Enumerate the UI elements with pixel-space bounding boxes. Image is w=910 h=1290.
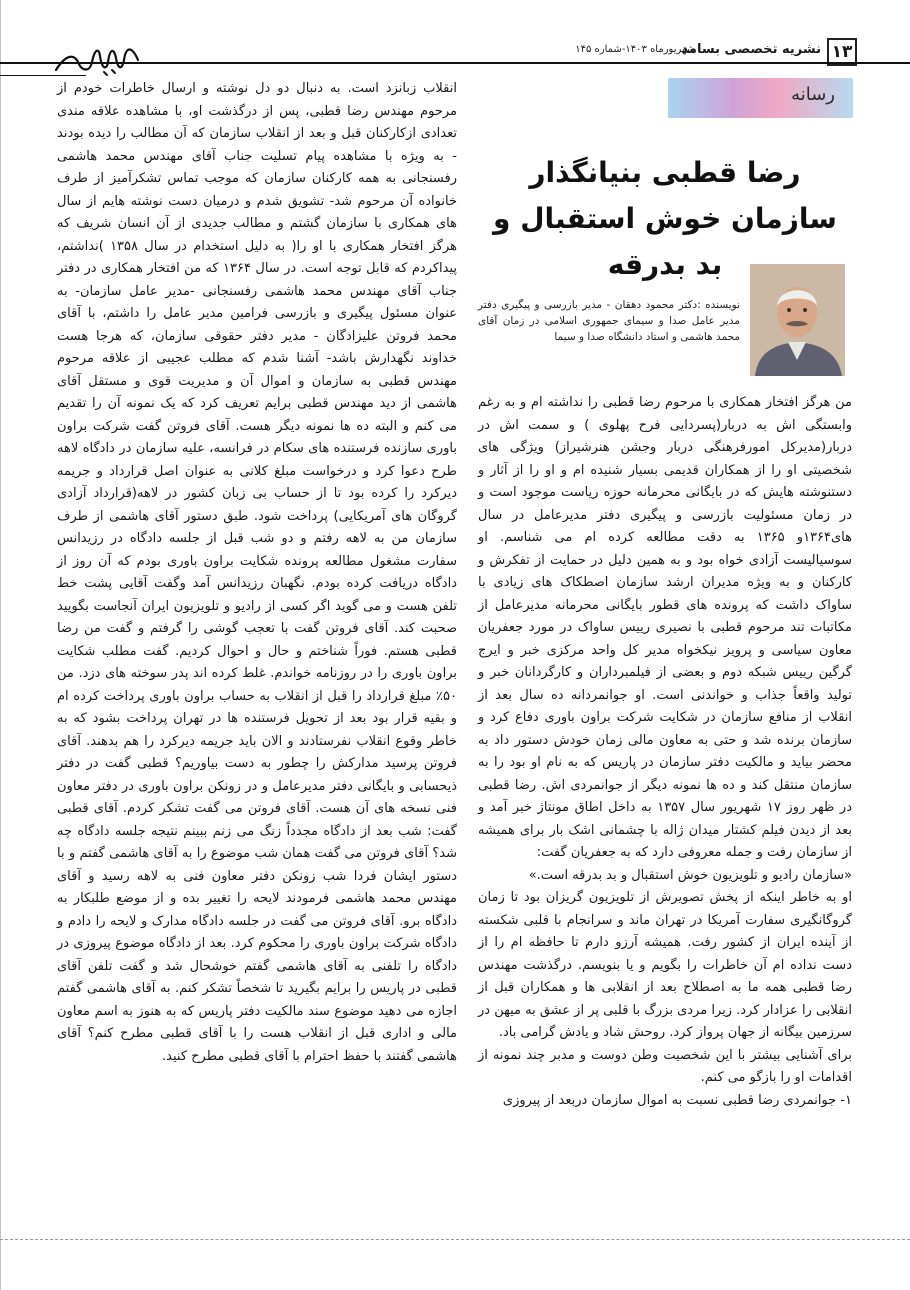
left-column (57, 78, 457, 1068)
author-photo (750, 264, 845, 376)
article-title: رضا قطبی بنیانگذار سازمان خوش استقبال و بد بدرقه (493, 156, 837, 281)
right-paragraph: من هرگز افتخار همکاری با مرحوم رضا قطبی را نداشته ام و به رغم وابستگی اش به دربار(پسردایی فرح پهلوی ) و سمت اش در دربار(مدیرکل امورفرهنگی دربار وجشن هنرشیراز) ویژگی های شخصیتی او را از همکاران قدیمی بسیار شنیده ام و او را از آثار و دستنوشته هایش که در بایگانی محرمانه حوزه ریاست موجود است و در زمان مسئولیت بازرسی و پیگیری دفتر مدیرعامل در سال های۱۳۶۴و ۱۳۶۵ به دقت مطالعه کرده ام می شناسم. او سوسیالیست آزادی خواه بود و به همین دلیل در حمایت از تفکرش و کارکنان و به ویژه مدیران ارشد سازمان اصطکاک های زیادی با ساواک داشت که پرونده های قطور بایگانی محرمانه مدیرعامل از مکاتبات تند مرحوم قطبی با نصیری رییس ساواک در مورد جعفریان معاون سیاسی و پرویز نیکخواه مدیر کل واحد مرکزی خبر و ایرج گرگین رییس شبکه دوم و بعضی از فیلمبرداران و کارگردانان خبر و تولید واقعاً جذاب و خواندنی است. او جوانمردانه ده سال بعد از انقلاب از منافع سازمان در شکایت شرکت براون باوری دفاع کرد و سازمان برنده شد و حتی به معاون مالی زمان خودش دستور داد به محضر بیاید و مالکیت دفتر سازمان در پاریس که به نام او بود را به سازمان منتقل کند و ده ها نمونه دیگر از جوانمردی اش. رضا قطبی در ظهر روز ۱۷ شهریور سال ۱۳۵۷ به داخل اطاق مونتاژ خبر آمد و بعد از دیدن فیلم کشتار میدان ژاله با چشمانی اشک بار برای همیشه از سازمان رفت و جمله معروفی دارد که به جعفریان گفت: (478, 395, 852, 860)
section-label: رسانه (791, 84, 835, 105)
magazine-title: نشریه تخصصی بسامد (681, 42, 821, 57)
issue-line: شهریورماه ۱۴۰۳-شماره ۱۴۵ (575, 44, 695, 55)
bottom-divider (0, 1239, 910, 1240)
right-paragraph: برای آشنایی بیشتر با این شخصیت وطن دوست و مدبر چند نمونه از اقدامات او را بازگو می کنم. (478, 1047, 852, 1085)
right-paragraph: ۱- جوانمردی رضا قطبی نسبت به اموال سازمان دربعد از پیروزی (502, 1092, 852, 1108)
right-quote: «سازمان رادیو و تلویزیون خوش استقبال و بد بدرقه است.» (528, 867, 852, 883)
page-number: ۱۳ (827, 38, 857, 66)
author-portrait-icon (750, 264, 845, 376)
left-paragraph: انقلاب زبانزد است. به دنبال دو دل نوشته و ارسال خاطرات خودم از مرحوم مهندس رضا قطبی، پس از درگذشت او، با مشاهده علاقه مندی تعدادی ازکارکنان قبل و بعد از انقلاب سازمان که آن مطالب را دیده بودند - به ویژه با مشاهده پیام تسلیت جناب آقای مهندس محمد هاشمی رفسنجانی به همه کارکنان سازمان که موجب تماس تشکرآمیز از طرف خانواده آن مرحوم شد- تشویق شدم و درمیان دست نوشته هایم از سال های همکاری با سازمان گشتم و مطالب جدیدی از آن انسان شریف که هرگز افتخار همکاری با او را( به دلیل استخدام در سال ۱۳۵۸ )نداشتم، پیداکردم که قابل توجه است. در سال ۱۳۶۴ که من افتخار همکاری در دفتر جناب آقای مهندس محمد هاشمی رفسنجانی -مدیر عامل سازمان- به عنوان مسئول پیگیری و بازرسی فرامین مدیر عامل را داشتم، با آقای محمد فروتن علیزادگان - مدیر دفتر حقوقی سازمان، که هرجا هست خداوند نگهدارش باشد- آشنا شدم که مطلب عجیبی از علاقه مرحوم مهندس قطبی به سازمان و اموال آن و مدیریت قوی و مستقل آقای هاشمی از دید مهندس قطبی برایم تعریف کرد که یک نمونه آن را تقدیم می کنم و البته ده ها نمونه دیگر هست. آقای فروتن گفت شرکت براون باوری سازنده فرستنده های سکام در فرانسه، علیه سازمان در دادگاه لاهه طرح دعوا کرد و درخواست مبلغ کلانی به عنوان اصل قرارداد و جریمه دیرکرد را کرده بود تا از حساب بی زبان کشور در لاهه(قرارداد آزادی گروگان های آمریکایی) پرداخت شود. طبق دستور آقای هاشمی از طرف سازمان من به لاهه رفتم و دو شب قبل از جلسه دادگاه در رزیدانس سفارت مشغول مطالعه پرونده شکایت براون باوری بودم که آن روز از دادگاه دریافت کرده بودم. نگهبان رزیدانس آمد وگفت آقایی پشت خط تلفن هست و می گوید اگر کسی از رادیو و تلویزیون ایران آنجاست بگویید صحبت کند. آقای فروتن گفت با تعجب گوشی را گرفتم و گفت من رضا قطبی هستم. فوراً شناختم و حال و احوال کردیم. گفت مطلب شکایت براون باوری را در روزنامه خواندم. غلط کرده اند پدر سوخته های دزد. من ۵۰٪ مبلغ قرارداد را قبل از انقلاب به حساب براون باوری پرداخت کرده ام و بقیه قرار بود بعد از تحویل فرستنده ها در تهران پرداخت بشود که به خاطر وقوع انقلاب نفرستادند و الان باید جریمه دیرکرد را هم بدهند. آقای فروتن پرسید مدارکش را چطور به دست بیاوریم؟ قطبی گفت در دفتر ذیحسابی و بایگانی دفتر مدیرعامل و در زونکن براون باوری در دفتر معاون فنی نسخه های آن هست. آقای فروتن می گفت تشکر کردم. آقای قطبی گفت: شب بعد از دادگاه مجدداً زنگ می زنم ببینم نتیجه جلسه دادگاه چه شد؟ آقای فروتن می گفت همان شب موضوع را به آقای هاشمی گفتم و با دستور ایشان فردا شب زونکن دفتر معاون فنی به لاهه رسید و آقای مهندس محمد هاشمی فرمودند لایحه را تغییر بده و از موضع طلبکار به دادگاه برو. آقای فروتن می گفت در جلسه دادگاه مدارک و لایحه را دادم و دادگاه شرکت براون باوری را محکوم کرد. بعد از دادگاه موضوع پیروزی در دادگاه را تلفنی به آقای هاشمی گفتم خوشحال شد و گفت تلفن آقای قطبی در پاریس را برایم بگیرید تا شخصاً تشکر کنم. به آقای هاشمی گفتم اجازه می دهید موضوع سند مالکیت دفتر پاریس که به هنوز به اسم معاون مالی و اداری قبل از انقلاب هست را با آقای قطبی مطرح کنم؟ آقای هاشمی گفتند با حفظ احترام با آقای قطبی مطرح کنید. (57, 81, 457, 1064)
right-paragraph: او به خاطر اینکه از پخش تصویرش از تلویزیون گریزان بود تا زمان گروگانگیری سفارت آمریکا در تهران ماند و سرانجام با قلبی شکسته از آینده ایران از کشور رفت. همیشه آرزو دارم تا حافظه ام را از دست نداده ام آن خاطرات را بگویم و یا بنویسم. درگذشت مهندس رضا قطبی همه ما به اصطلاح بعد از انقلابی ها و همکاران قبل از انقلابی را عزادار کرد. زیرا مردی بزرگ با قلبی پر از عشق به میهن در سرزمین بیگانه از جهان پرواز کرد. روحش شاد و یادش گرامی باد. (478, 890, 852, 1040)
section-tag (668, 78, 853, 118)
page-edge (0, 0, 1, 1290)
right-column (478, 392, 852, 1112)
magazine-logo (52, 40, 142, 80)
author-note: نویسنده :دکتر محمود دهقان - مدیر بازرسی و پیگیری دفتر مدیر عامل صدا و سیمای جمهوری اسلامی در زمان آقای محمد هاشمی و استاد دانشگاه صدا و سیما (478, 299, 740, 343)
